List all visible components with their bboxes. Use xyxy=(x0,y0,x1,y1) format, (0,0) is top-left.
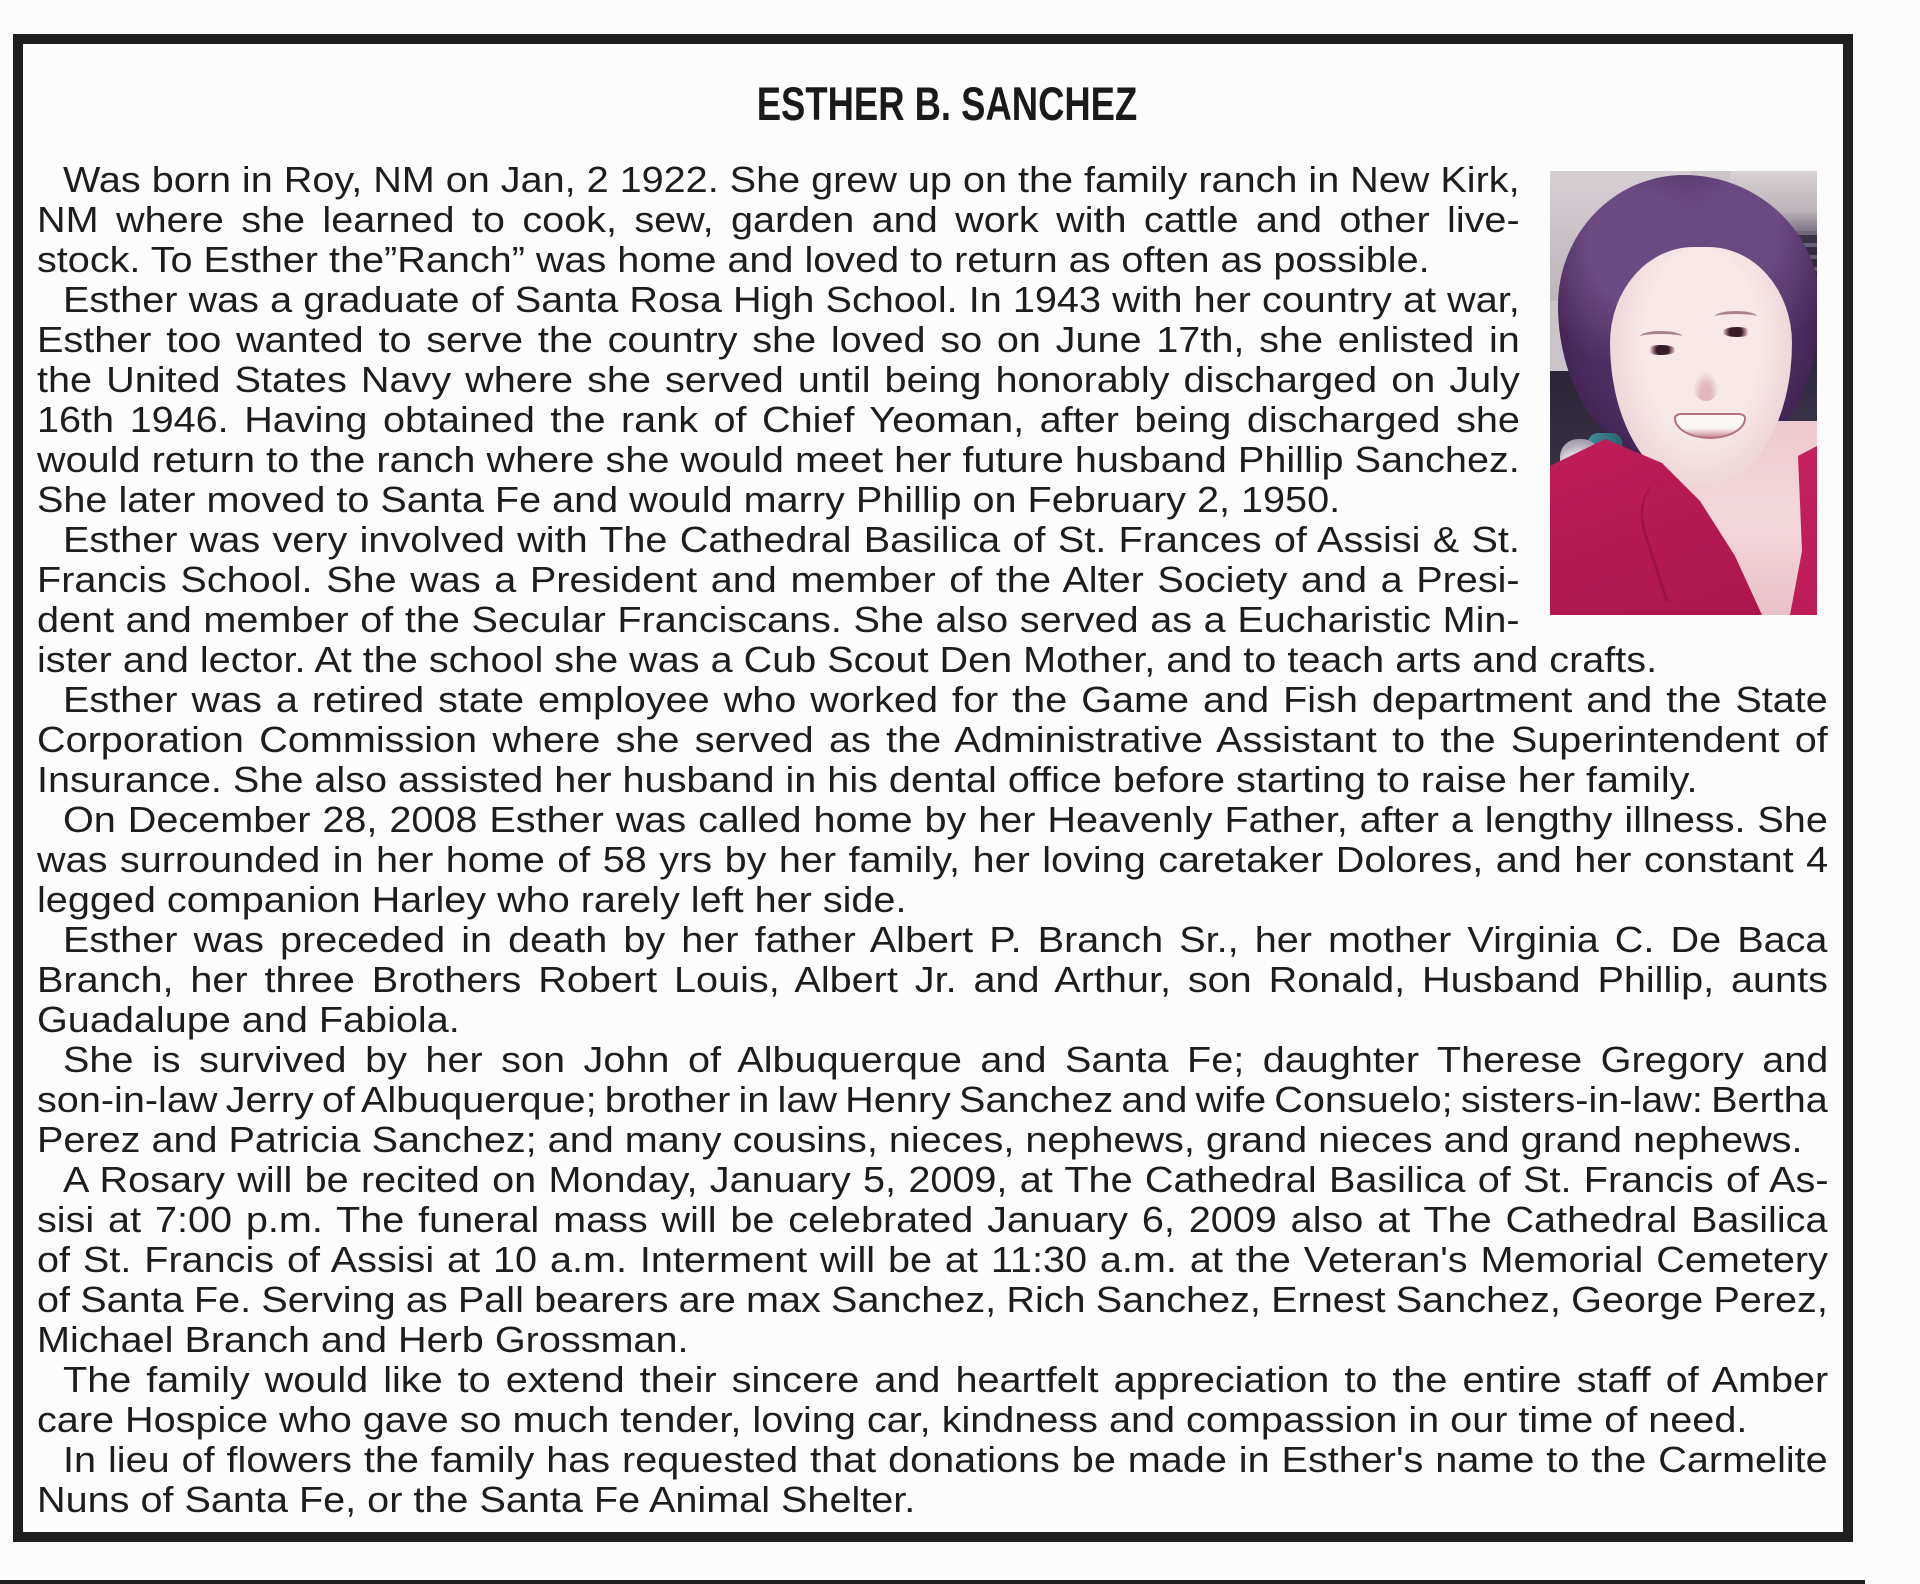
text-line xyxy=(37,1400,1747,1440)
text-line xyxy=(37,320,1520,360)
photo-left-eye xyxy=(1646,345,1676,355)
portrait-photo xyxy=(1550,171,1817,615)
text-line xyxy=(37,760,1697,800)
text-line xyxy=(37,1480,915,1520)
line-text: 16th 1946. Having obtained the rank of Chief Yeoman, after being discharged she xyxy=(37,399,1520,440)
text-line xyxy=(37,240,1430,280)
photo-left-eyebrow xyxy=(1640,331,1682,342)
paragraph-first-line xyxy=(63,1360,1828,1400)
text-line xyxy=(37,1120,1803,1160)
paragraph-first-line xyxy=(63,280,1520,320)
line-text: A Rosary will be recited on Monday, January 5, 2009, at The Cathedral Basilica of St. Francis of As- xyxy=(63,1159,1829,1200)
paragraph-first-line xyxy=(63,1040,1828,1080)
line-text: On December 28, 2008 Esther was called home by her Heavenly Father, after a lengthy illness. She xyxy=(63,799,1828,840)
text-line xyxy=(37,640,1657,680)
text-line xyxy=(37,360,1520,400)
page-rule-divider xyxy=(0,1580,1865,1584)
line-text: Esther too wanted to serve the country she loved so on June 17th, she enlisted in xyxy=(37,319,1520,360)
line-text: the United States Navy where she served until being honorably discharged on July xyxy=(37,359,1520,400)
line-text: Francis School. She was a President and member of the Alter Society and a Presi- xyxy=(37,559,1520,600)
line-text: She later moved to Santa Fe and would marry Phillip on February 2, 1950. xyxy=(37,479,1341,520)
line-text: Branch, her three Brothers Robert Louis, Albert Jr. and Arthur, son Ronald, Husband Phillip, aunts xyxy=(37,959,1828,1000)
text-line xyxy=(37,960,1828,1000)
text-line xyxy=(37,1280,1828,1320)
text-line xyxy=(37,1320,688,1360)
paragraph-first-line xyxy=(63,160,1520,200)
line-text: Esther was a graduate of Santa Rosa High School. In 1943 with her country at war, xyxy=(63,279,1520,320)
line-text: stock. To Esther the”Ranch” was home and loved to return as often as possible. xyxy=(37,239,1430,280)
text-line xyxy=(37,1000,460,1040)
line-text: dent and member of the Secular Franciscans. She also served as a Eucharistic Min- xyxy=(37,599,1520,640)
photo-right-eye xyxy=(1722,327,1752,337)
text-line xyxy=(37,440,1520,480)
paragraph-first-line xyxy=(63,1440,1828,1480)
line-text: In lieu of flowers the family has requested that donations be made in Esther's name to the Carmelite xyxy=(63,1439,1828,1480)
line-text: Insurance. She also assisted her husband in his dental office before starting to raise her family. xyxy=(37,759,1698,800)
text-line xyxy=(37,1240,1828,1280)
line-text: Michael Branch and Herb Grossman. xyxy=(37,1319,689,1360)
line-text: legged companion Harley who rarely left her side. xyxy=(37,879,907,920)
text-line xyxy=(37,840,1828,880)
line-text: Esther was very involved with The Cathedral Basilica of St. Frances of Assisi & St. xyxy=(63,519,1520,560)
line-text: The family would like to extend their sincere and heartfelt appreciation to the entire staff of Amber xyxy=(63,1359,1829,1400)
paragraph-first-line xyxy=(63,1160,1829,1200)
line-text: Perez and Patricia Sanchez; and many cousins, nieces, nephews, grand nieces and grand nephews. xyxy=(37,1119,1803,1160)
text-line xyxy=(37,480,1340,520)
line-text: would return to the ranch where she would meet her future husband Phillip Sanchez. xyxy=(37,439,1520,480)
line-text: Nuns of Santa Fe, or the Santa Fe Animal Shelter. xyxy=(37,1479,916,1520)
photo-nose xyxy=(1693,371,1719,401)
line-text: Esther was a retired state employee who worked for the Game and Fish department and the State xyxy=(63,679,1828,720)
text-line xyxy=(37,600,1520,640)
line-text: of Santa Fe. Serving as Pall bearers are max Sanchez, Rich Sanchez, Ernest Sanchez, George Perez, xyxy=(37,1279,1828,1320)
line-text: of St. Francis of Assisi at 10 a.m. Interment will be at 11:30 a.m. at the Veteran's Memorial Cemetery xyxy=(37,1239,1828,1280)
line-text: Esther was preceded in death by her father Albert P. Branch Sr., her mother Virginia C. De Baca xyxy=(63,919,1828,960)
paragraph-first-line xyxy=(63,520,1520,560)
photo-right-eyebrow xyxy=(1715,311,1757,322)
obituary-title: ESTHER B. SANCHEZ xyxy=(756,77,1138,130)
line-text: ister and lector. At the school she was a Cub Scout Den Mother, and to teach arts and crafts. xyxy=(37,639,1658,680)
text-line xyxy=(37,560,1520,600)
line-text: son-in-law Jerry of Albuquerque; brother in law Henry Sanchez and wife Consuelo; sisters-in-law: Bertha xyxy=(37,1079,1828,1120)
text-line xyxy=(37,400,1520,440)
paragraph-first-line xyxy=(63,920,1827,960)
text-line xyxy=(37,720,1828,760)
line-text: was surrounded in her home of 58 yrs by her family, her loving caretaker Dolores, and her constant 4 xyxy=(37,839,1829,880)
line-text: She is survived by her son John of Albuquerque and Santa Fe; daughter Therese Gregory and xyxy=(63,1039,1829,1080)
text-line xyxy=(37,200,1520,240)
paragraph-first-line xyxy=(63,800,1828,840)
line-text: Corporation Commission where she served as the Administrative Assistant to the Superintendent of xyxy=(37,719,1828,760)
line-text: care Hospice who gave so much tender, loving car, kindness and compassion in our time of need. xyxy=(37,1399,1748,1440)
text-line xyxy=(37,880,906,920)
line-text: sisi at 7:00 p.m. The funeral mass will be celebrated January 6, 2009 also at The Cathedral Basilica xyxy=(37,1199,1828,1240)
line-text: NM where she learned to cook, sew, garden and work with cattle and other live- xyxy=(37,199,1520,240)
paragraph-first-line xyxy=(63,680,1828,720)
line-text: Guadalupe and Fabiola. xyxy=(37,999,460,1040)
text-line xyxy=(37,1080,1828,1120)
line-text: Was born in Roy, NM on Jan, 2 1922. She grew up on the family ranch in New Kirk, xyxy=(63,159,1520,200)
text-line xyxy=(37,1200,1827,1240)
